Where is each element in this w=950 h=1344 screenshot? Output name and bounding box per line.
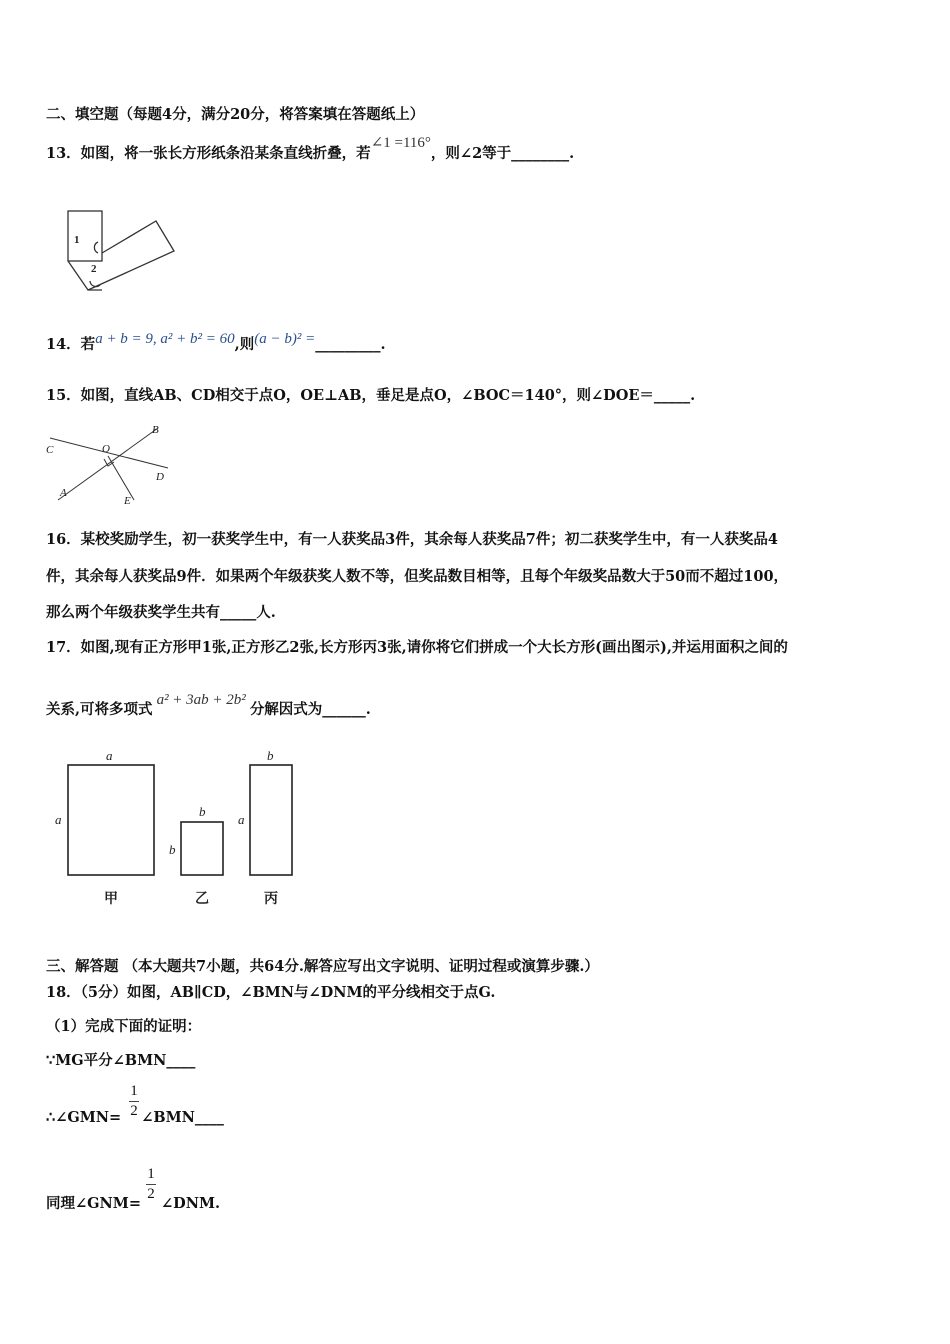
- q14-blank: _________.: [315, 336, 386, 353]
- q15-line-ab: [58, 428, 158, 500]
- q15-right-angle-mark: [104, 459, 114, 466]
- q17-text-before: 关系,可将多项式: [46, 701, 153, 718]
- q15-lines-figure: [44, 420, 174, 506]
- question-16-line1: 16．某校奖励学生，初一获奖学生中，有一人获奖品3件，其余每人获奖品7件；初二获奖学生中，有一人获奖品4: [46, 531, 778, 548]
- question-14: [46, 333, 386, 354]
- q18-line4-before: ∴∠GMN=: [46, 1109, 122, 1126]
- q15-label-b: B: [152, 424, 159, 436]
- q17-jia-top-label: a: [106, 748, 113, 763]
- q15-label-e: E: [124, 495, 131, 506]
- q17-rect-bing: [250, 765, 292, 875]
- question-18-line1: 18．（5分）如图，AB∥CD，∠BMN与∠DNM的平分线相交于点G.: [46, 984, 496, 1001]
- q17-bing-name: 丙: [264, 892, 278, 907]
- q18-line5-after: ∠DNM.: [161, 1195, 221, 1212]
- question-18-line5: [46, 1192, 220, 1213]
- q17-yi-top-label: b: [199, 804, 206, 819]
- q13-text-before: 13．如图，将一张长方形纸条沿某条直线折叠，若: [46, 145, 371, 162]
- q18-line5-before: 同理∠GNM=: [46, 1195, 141, 1212]
- q18-frac1-den: 2: [130, 1103, 138, 1119]
- q15-label-a: A: [60, 487, 67, 499]
- q14-text-mid: ,则: [234, 336, 255, 353]
- q17-bing-side-label: a: [238, 812, 245, 827]
- q17-text-after: 分解因式为______.: [249, 701, 371, 718]
- section-heading-solve: 三、解答题 （本大题共7小题，共64分.解答应写出文字说明、证明过程或演算步骤.）: [46, 958, 599, 975]
- q18-fraction-1: [129, 1083, 139, 1120]
- q17-yi-side-label: b: [169, 842, 176, 857]
- question-15: 15．如图，直线AB、CD相交于点O，OE⊥AB，垂足是点O，∠BOC＝140°，则∠DOE＝_____.: [46, 387, 696, 404]
- q17-math: a² + 3ab + 2b²: [156, 692, 246, 708]
- q17-square-jia: [68, 765, 154, 875]
- q13-angle1-arc: [94, 242, 98, 253]
- q13-label-2: 2: [91, 263, 97, 275]
- q18-frac2-den: 2: [147, 1186, 155, 1202]
- q13-angle2-arc: [90, 281, 100, 287]
- q15-label-d: D: [156, 471, 164, 483]
- section-heading-fill-in: 二、填空题（每题4分，满分20分，将答案填在答题纸上）: [46, 106, 425, 123]
- q17-jia-side-label: a: [55, 812, 62, 827]
- question-17-line2: [46, 692, 371, 719]
- q17-shapes-figure: [50, 742, 310, 917]
- q18-frac1-num: 1: [130, 1083, 138, 1099]
- q17-jia-name: 甲: [104, 892, 118, 907]
- q18-frac2-num: 1: [147, 1166, 155, 1182]
- q15-label-o: O: [102, 443, 110, 455]
- q17-bing-top-label: b: [267, 748, 274, 763]
- q17-square-yi: [181, 822, 223, 875]
- q18-fraction-2: [146, 1166, 156, 1203]
- q13-math: ∠1 =116°: [370, 135, 431, 151]
- q15-label-c: C: [46, 444, 54, 456]
- q14-text-before: 14．若: [46, 336, 96, 353]
- question-17-line1: 17．如图,现有正方形甲1张,正方形乙2张,长方形丙3张,请你将它们拼成一个大长方形(画出图示),并运用面积之间的: [46, 639, 788, 656]
- question-16-line2: 件，其余每人获奖品9件．如果两个年级获奖人数不等，但奖品数目相等，且每个年级奖品数大于50而不超过100，: [46, 568, 789, 585]
- q17-yi-name: 乙: [195, 892, 209, 907]
- question-13: [46, 135, 575, 163]
- q14-math2: (a − b)² =: [254, 331, 316, 347]
- q14-math: a + b = 9, a² + b² = 60: [95, 331, 235, 347]
- q13-strip-diagonal: [88, 221, 174, 290]
- q13-fold-figure: [58, 205, 178, 295]
- q15-ray-oe: [108, 456, 134, 500]
- question-16-line3: 那么两个年级获奖学生共有_____人.: [46, 604, 276, 621]
- q13-text-after: ，则∠2等于________.: [430, 145, 575, 162]
- question-18-line3: ∵MG平分∠BMN____: [46, 1052, 196, 1069]
- q13-label-1: 1: [74, 234, 80, 246]
- q18-line4-after: ∠BMN____: [141, 1109, 224, 1126]
- question-18-line2: （1）完成下面的证明：: [46, 1018, 202, 1035]
